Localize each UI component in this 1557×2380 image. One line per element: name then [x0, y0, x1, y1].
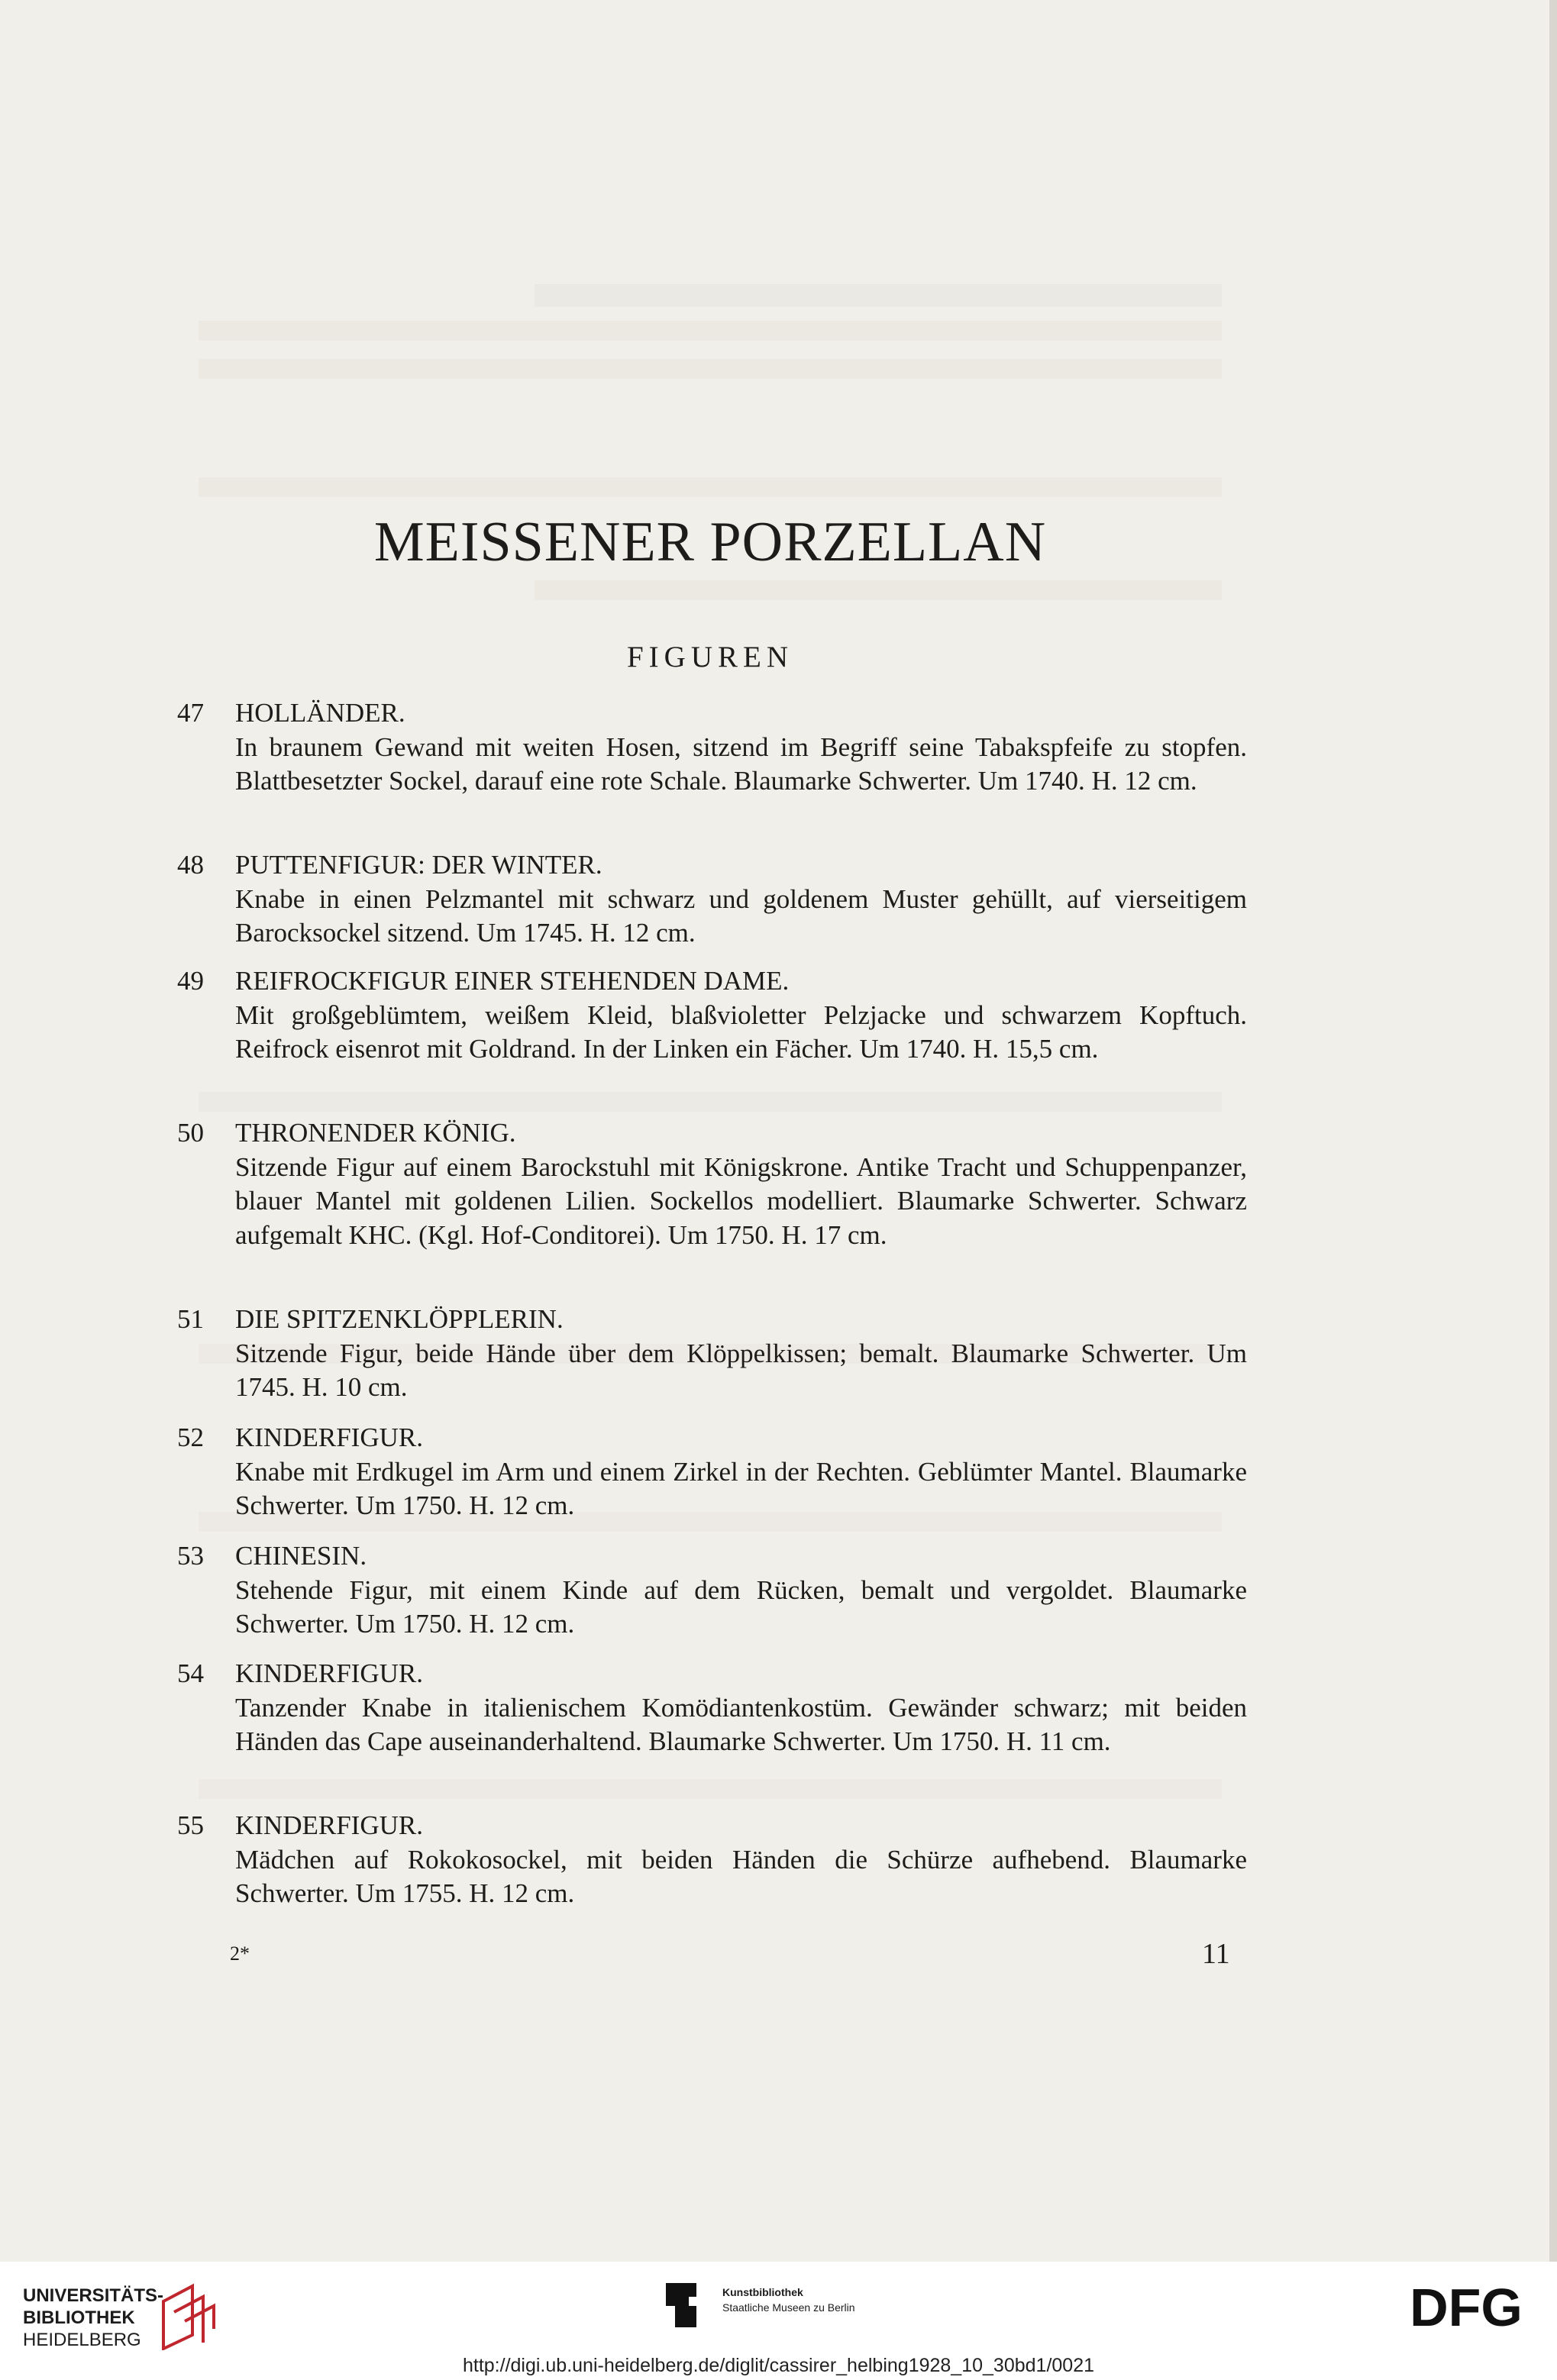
section-subtitle: FIGUREN — [626, 641, 793, 673]
entry-description: Sitzende Figur auf einem Barockstuhl mit Königskrone. Antike Tracht und Schuppenpanzer, blauer Mantel mit goldenen Lilien. Sockellos modelliert. Blaumarke Schwerter. Schwarz aufgemalt KHC. (Kgl. Hof-Conditorei). Um 1750. H. 17 cm. — [235, 1151, 1247, 1250]
entry-description: Tanzender Knabe in italienischem Komödiantenkostüm. Gewänder schwarz; mit beiden Händen das Cape auseinanderhaltend. Blaumarke Schwerter. Um 1750. H. 11 cm. — [235, 1692, 1247, 1756]
entry-number: 52 — [177, 1423, 204, 1452]
library-footer — [0, 2262, 1557, 2380]
dfg-logo-text: DFG — [1410, 2278, 1523, 2337]
entry-heading: CHINESIN. — [235, 1541, 367, 1571]
entry-heading: DIE SPITZENKLÖPPLERIN. — [235, 1304, 564, 1334]
ub-heidelberg-label[interactable] — [23, 2285, 163, 2351]
entry-number: 55 — [177, 1810, 204, 1840]
entry-description: Mädchen auf Rokokosockel, mit beiden Händen die Schürze aufhebend. Blaumarke Schwerter. Um 1755. H. 12 cm. — [235, 1844, 1247, 1908]
entry-number: 51 — [177, 1304, 204, 1334]
entry-description: Knabe mit Erdkugel im Arm und einem Zirkel in der Rechten. Geblümter Mantel. Blaumarke Schwerter. Um 1750. H. 12 cm. — [235, 1456, 1247, 1520]
entry-number: 47 — [177, 698, 204, 728]
dfg-logo-icon[interactable] — [1390, 2278, 1542, 2340]
entry-description: Sitzende Figur, beide Hände über dem Klöppelkissen; bemalt. Blaumarke Schwerter. Um 1745. H. 10 cm. — [235, 1338, 1247, 1402]
entry-heading: KINDERFIGUR. — [235, 1658, 423, 1688]
page-edge — [1549, 0, 1557, 2262]
entry-heading: KINDERFIGUR. — [235, 1423, 423, 1452]
entry-heading: HOLLÄNDER. — [235, 698, 405, 728]
permalink-url[interactable]: http://digi.ub.uni-heidelberg.de/diglit/cassirer_helbing1928_10_30bd1/0021 — [462, 2355, 1094, 2376]
entry-heading: PUTTENFIGUR: DER WINTER. — [235, 850, 602, 880]
ub-line-2: BIBLIOTHEK — [23, 2307, 135, 2328]
kunstbibliothek-label — [722, 2285, 855, 2315]
kunstbibliothek-logo-icon[interactable] — [664, 2282, 710, 2329]
entry-heading: THRONENDER KÖNIG. — [235, 1118, 516, 1148]
ub-heidelberg-logo-icon[interactable] — [159, 2282, 220, 2350]
entry-description: Mit großgeblümtem, weißem Kleid, blaßvioletter Pelzjacke und schwarzem Kopftuch. Reifrock eisenrot mit Goldrand. In der Linken ein Fächer. Um 1740. H. 15,5 cm. — [235, 999, 1247, 1064]
kb-line-1: Kunstbibliothek — [722, 2286, 803, 2298]
entry-heading: REIFROCKFIGUR EINER STEHENDEN DAME. — [235, 966, 790, 996]
entry-number: 48 — [177, 850, 204, 880]
entry-number: 54 — [177, 1658, 204, 1688]
ub-line-1: UNIVERSITÄTS- — [23, 2285, 164, 2306]
entry-heading: KINDERFIGUR. — [235, 1810, 423, 1840]
page-number: 11 — [1202, 1938, 1230, 1970]
entry-number: 49 — [177, 966, 204, 996]
page-title: MEISSENER PORZELLAN — [373, 511, 1047, 573]
entry-description: In braunem Gewand mit weiten Hosen, sitzend im Begriff seine Tabakspfeife zu stopfen. Blattbesetzter Sockel, darauf eine rote Schale. Blaumarke Schwerter. Um 1740. H. 12 cm. — [235, 731, 1247, 796]
ub-line-3: HEIDELBERG — [23, 2330, 141, 2350]
entry-description: Knabe in einen Pelzmantel mit schwarz und goldenem Muster gehüllt, auf vierseitigem Barocksockel sitzend. Um 1745. H. 12 cm. — [235, 883, 1247, 948]
entry-description: Stehende Figur, mit einem Kinde auf dem Rücken, bemalt und vergoldet. Blaumarke Schwerter. Um 1750. H. 12 cm. — [235, 1574, 1247, 1639]
kb-line-2: Staatliche Museen zu Berlin — [722, 2301, 855, 2314]
entry-number: 50 — [177, 1118, 204, 1148]
signature-mark: 2* — [230, 1942, 250, 1965]
entry-number: 53 — [177, 1541, 204, 1571]
